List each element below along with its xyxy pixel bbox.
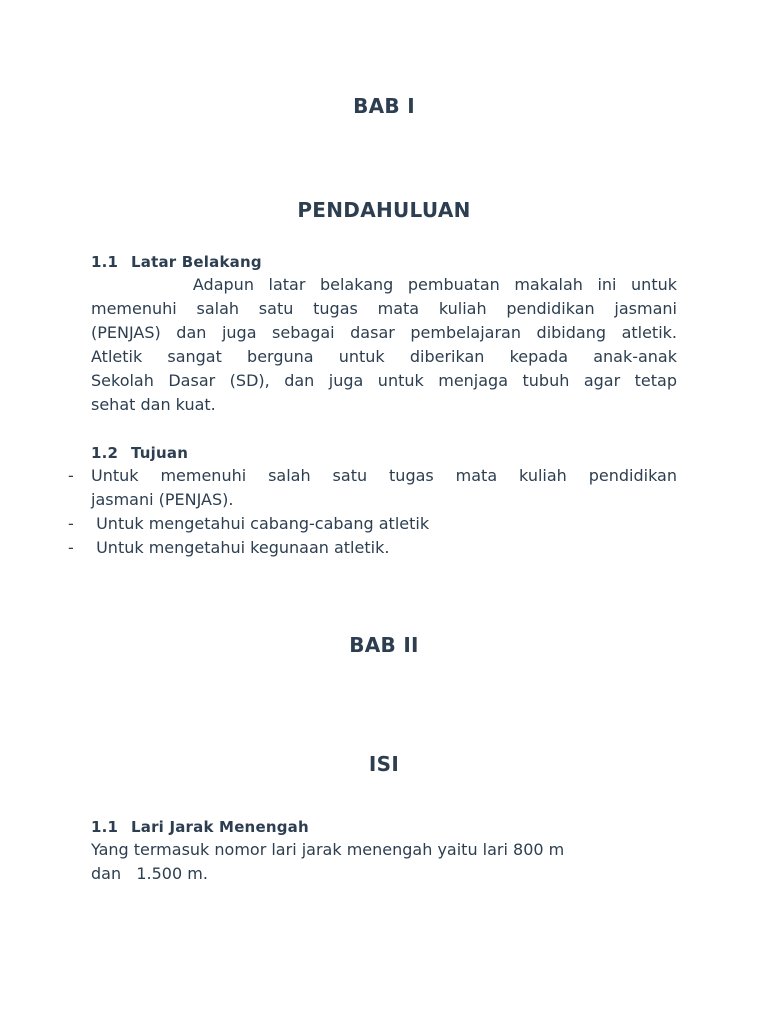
list-item [0, 464, 768, 488]
chapter-subtitle-pendahuluan: PENDAHULUAN [297, 198, 471, 222]
list-item-text: Untuk mengetahui kegunaan atletik. [91, 538, 390, 557]
section-title: Latar Belakang [131, 253, 262, 271]
lari-jarak-menengah-paragraph [91, 838, 651, 886]
section-number: 1.1 [91, 818, 119, 836]
section-heading-latar-belakang [91, 253, 262, 271]
section-title: Tujuan [131, 444, 189, 462]
list-item [0, 536, 768, 560]
list-item-text: Untuk mengetahui cabang-cabang atletik [91, 514, 430, 533]
paragraph-line: Yang termasuk nomor lari jarak menengah yaitu lari 800 m [91, 840, 565, 859]
paragraph-line: Atletik sangat berguna untuk diberikan kepada anak-anak [91, 347, 677, 366]
list-bullet-dash: - [68, 538, 74, 557]
chapter-title-bab-2: BAB II [349, 633, 419, 657]
section-title: Lari Jarak Menengah [131, 818, 309, 836]
list-bullet-dash: - [68, 514, 74, 533]
section-number: 1.2 [91, 444, 119, 462]
paragraph-line: sehat dan kuat. [91, 395, 216, 414]
list-item-text: jasmani (PENJAS). [91, 490, 234, 509]
tujuan-list [0, 464, 768, 560]
paragraph-line: dan 1.500 m. [91, 864, 208, 883]
list-bullet-dash: - [68, 466, 74, 485]
section-number: 1.1 [91, 253, 119, 271]
list-item-text: Untuk memenuhi salah satu tugas mata kuliah pendidikan [91, 466, 677, 485]
paragraph-line: (PENJAS) dan juga sebagai dasar pembelajaran dibidang atletik. [91, 323, 677, 342]
list-item-continuation [0, 488, 768, 512]
list-item [0, 512, 768, 536]
chapter-title-bab-1: BAB I [353, 94, 415, 118]
chapter-subtitle-isi: ISI [368, 752, 400, 776]
section-heading-lari-jarak-menengah [91, 818, 309, 836]
paragraph-line: memenuhi salah satu tugas mata kuliah pendidikan jasmani [91, 299, 677, 318]
paragraph-line: Adapun latar belakang pembuatan makalah ini untuk [91, 275, 677, 294]
section-heading-tujuan [91, 444, 188, 462]
paragraph-line: Sekolah Dasar (SD), dan juga untuk menjaga tubuh agar tetap [91, 371, 677, 390]
latar-belakang-paragraph [91, 273, 677, 417]
